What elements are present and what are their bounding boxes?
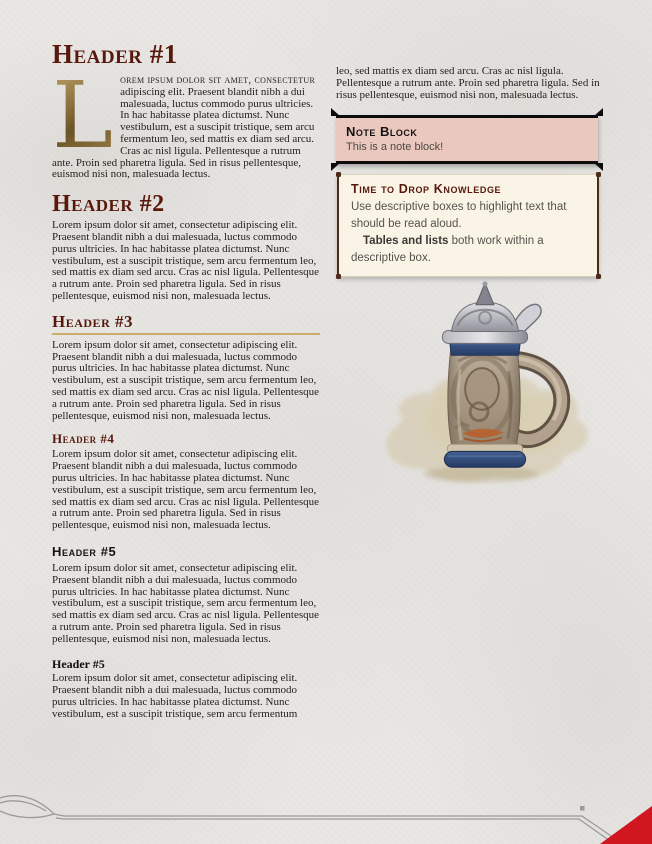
note-corner-ornament-icon xyxy=(594,163,603,171)
right-column xyxy=(336,66,600,277)
header-2: Header #2 xyxy=(52,191,165,218)
header-5: Header #5 xyxy=(52,543,117,559)
header-4: Header #4 xyxy=(52,431,115,447)
header-1: Header #1 xyxy=(52,40,178,69)
paragraph-under-header-5: Lorem ipsum dolor sit amet, consectetur adipiscing elit. Praesent blandit nibh a dui malesuada, luctus commodo purus ultricies. In hac habitasse platea dictumst. Nunc vestibulum, est a suscipit tristique, sem arcu fermentum leo, sed mattis ex diam sed arcu. Cras ac nisl ligula. Pellentesque a rutrum ante. Proin sed pharetra ligula. Sed in risus pellentesque, euismod nisi non, malesuada lectus. xyxy=(52,561,319,645)
box-corner-dot-icon xyxy=(336,172,341,177)
footer-dot-icon xyxy=(580,806,585,811)
opening-paragraph xyxy=(52,62,320,181)
paragraph-under-header-2: Lorem ipsum dolor sit amet, consectetur adipiscing elit. Praesent blandit nibh a dui malesuada, luctus commodo purus ultricies. In hac habitasse platea dictumst. Nunc vestibulum, est a suscipit tristique, sem arcu fermentum leo, sed mattis ex diam sed arcu. Cras ac nisl ligula. Pellentesque a rutrum ante. Proin sed pharetra ligula. Sed in risus pellentesque, euismod nisi non, malesuada lectus. xyxy=(52,219,319,302)
descriptive-box-line-1: Use descriptive boxes to highlight text that should be read aloud. xyxy=(351,201,567,231)
descriptive-box xyxy=(337,174,599,277)
note-block-body: This is a note block! xyxy=(346,141,444,154)
note-block xyxy=(336,115,598,164)
descriptive-box-title: Time to Drop Knowledge xyxy=(351,182,502,197)
footer-red-triangle-icon xyxy=(600,806,652,844)
note-corner-ornament-icon xyxy=(594,108,603,116)
truncated-paragraph: Lorem ipsum dolor sit amet, consectetur adipiscing elit. Praesent blandit nibh a dui malesuada, luctus commodo purus ultricies. In hac habitasse platea dictumst. Nunc vestibulum, est a suscipit tristique, sem arcu fermentum xyxy=(52,672,298,720)
note-block-title: Note Block xyxy=(346,124,418,140)
descriptive-box-line-2 xyxy=(351,233,585,267)
header-3: Header #3 xyxy=(52,312,320,335)
paragraph-under-header-4: Lorem ipsum dolor sit amet, consectetur adipiscing elit. Praesent blandit nibh a dui malesuada, luctus commodo purus ultricies. In hac habitasse platea dictumst. Nunc vestibulum, est a suscipit tristique, sem arcu fermentum leo, sed mattis ex diam sed arcu. Cras ac nisl ligula. Pellentesque a rutrum ante. Proin sed pharetra ligula. Sed in risus pellentesque, euismod nisi non, malesuada lectus. xyxy=(52,448,319,532)
box-corner-dot-icon xyxy=(596,274,601,279)
paragraph-under-header-3: Lorem ipsum dolor sit amet, consectetur adipiscing elit. Praesent blandit nibh a dui malesuada, luctus commodo purus ultricies. In hac habitasse platea dictumst. Nunc vestibulum, est a suscipit tristique, sem arcu fermentum leo, sed mattis ex diam sed arcu. Cras ac nisl ligula. Pellentesque a rutrum ante. Proin sed pharetra ligula. Sed in risus pellentesque, euismod nisi non, malesuada lectus. xyxy=(52,338,319,422)
stein-illustration xyxy=(366,280,604,488)
box-corner-dot-icon xyxy=(336,274,341,279)
opening-smallcaps-text: orem ipsum dolor sit amet, consectetur xyxy=(120,74,316,86)
descriptive-box-bold-text: Tables and lists xyxy=(363,235,449,248)
descriptive-box-rest-text: both work within a descriptive box. xyxy=(351,235,544,265)
continuation-paragraph: leo, sed mattis ex diam sed arcu. Cras ac nisl ligula. Pellentesque a rutrum ante. Proin sed pharetra ligula. Sed in risus pellentesque, euismod nisi non, malesuada lectus. xyxy=(336,65,600,101)
header-6: Header #5 xyxy=(52,657,105,672)
dropcap-letter: L xyxy=(52,75,120,157)
note-corner-ornament-icon xyxy=(331,108,340,116)
note-corner-ornament-icon xyxy=(331,163,340,171)
opening-body-text: adipiscing elit. Praesent blandit nibh a dui malesuada, luctus commodo purus ultricies. In hac habitasse platea dictumst. Nunc vestibulum, est a suscipit tristique, sem arcu fermentum leo, sed mattis ex diam sed arcu. Cras ac nisl ligula. Pellentesque a rutrum ante. Proin sed pharetra ligula. Sed in risus pellentesque, euismod nisi non, malesuada lectus. xyxy=(52,85,315,181)
footer-ornament xyxy=(0,790,652,844)
left-column xyxy=(52,40,320,812)
box-corner-dot-icon xyxy=(596,172,601,177)
